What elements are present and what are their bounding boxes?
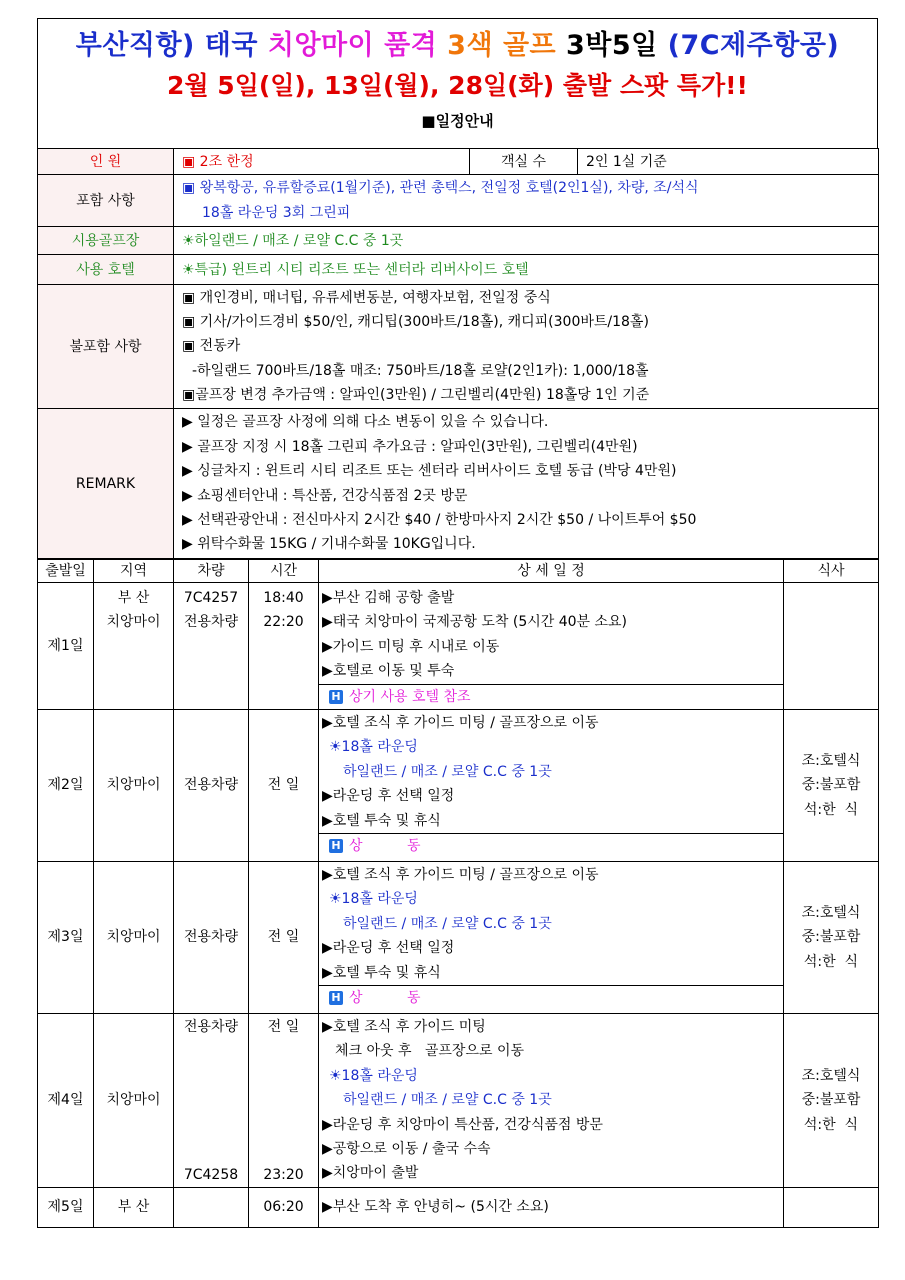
detail-cell: ▶호텔 조식 후 가이드 미팅 / 골프장으로 이동 ☀18홀 라운딩 하일랜드 / 매조 / 로얄 C.C 중 1곳 ▶라운딩 후 선택 일정 ▶호텔 투숙 및 휴식 H 상 동 <box>319 861 784 1013</box>
hotel-icon: H <box>329 991 343 1005</box>
day-label: 제2일 <box>38 709 94 861</box>
hotel-label: 사용 호텔 <box>38 255 174 285</box>
header-detail: 상 세 일 정 <box>319 560 784 583</box>
golf-course-value: ☀하일랜드 / 매조 / 로얄 C.C 중 1곳 <box>174 227 879 255</box>
detail-cell: ▶부산 도착 후 안녕히~ (5시간 소요) <box>319 1187 784 1227</box>
rooms-value: 2인 1실 기준 <box>578 149 879 175</box>
document-title: 부산직항) 태국 치앙마이 품격 3색 골프 3박5일 (7C제주항공) <box>75 30 840 61</box>
vehicle-cell: 전용차량 7C4258 <box>174 1013 249 1187</box>
day-label: 제3일 <box>38 861 94 1013</box>
info-table <box>37 148 879 559</box>
region-cell: 부 산 치앙마이 <box>94 583 174 710</box>
time-cell: 전 일 23:20 <box>249 1013 319 1187</box>
region-cell: 치앙마이 <box>94 709 174 861</box>
meals-cell: 조:호텔식 중:불포함 석:한 식 <box>784 1013 879 1187</box>
detail-cell: ▶호텔 조식 후 가이드 미팅 / 골프장으로 이동 ☀18홀 라운딩 하일랜드 / 매조 / 로얄 C.C 중 1곳 ▶라운딩 후 선택 일정 ▶호텔 투숙 및 휴식 H 상 동 <box>319 709 784 861</box>
time-cell: 18:40 22:20 <box>249 583 319 710</box>
vehicle-cell <box>174 1187 249 1227</box>
persons-value: ▣ 2조 한정 <box>174 149 470 175</box>
region-cell: 치앙마이 <box>94 1013 174 1187</box>
excluded-label: 불포함 사항 <box>38 285 174 409</box>
table-row <box>38 583 879 710</box>
excluded-value: ▣ 개인경비, 매너팁, 유류세변동분, 여행자보험, 전일정 중식 ▣ 기사/가이드경비 $50/인, 캐디팁(300바트/18홀), 캐디피(300바트/18홀) ▣ 전동카 -하일랜드 700바트/18홀 매조: 750바트/18홀 로얄(2인1카): 1,000/18홀 ▣골프장 변경 추가금액 : 알파인(3만원) / 그린벨리(4만원) 18홀당 1인 기준 <box>174 285 879 409</box>
meals-cell <box>784 1187 879 1227</box>
vehicle-cell: 7C4257 전용차량 <box>174 583 249 710</box>
header-departure-day: 출발일 <box>38 560 94 583</box>
included-label: 포함 사항 <box>38 175 174 227</box>
hotel-note: H 상 동 <box>319 833 783 858</box>
persons-label: 인 원 <box>38 149 174 175</box>
table-row <box>38 1187 879 1227</box>
golf-course-label: 시용골프장 <box>38 227 174 255</box>
meals-cell: 조:호텔식 중:불포함 석:한 식 <box>784 861 879 1013</box>
header-time: 시간 <box>249 560 319 583</box>
remark-value: ▶ 일정은 골프장 사정에 의해 다소 변동이 있을 수 있습니다. ▶ 골프장 지정 시 18홀 그린피 추가요금 : 알파인(3만원), 그린벨리(4만원) ▶ 싱글차지 : 윈트리 시티 리조트 또는 센터라 리버사이드 호텔 동급 (박당 4만원) ▶ 쇼핑센터안내 : 특산품, 건강식품점 2곳 방문 ▶ 선택관광안내 : 전신마사지 2시간 $40 / 한방마사지 2시간 $50 / 나이트투어 $50 ▶ 위탁수화물 15KG / 기내수화물 10KG입니다. <box>174 409 879 559</box>
hotel-note: H 상 동 <box>319 985 783 1010</box>
detail-cell: ▶호텔 조식 후 가이드 미팅 체크 아웃 후 골프장으로 이동 ☀18홀 라운딩 하일랜드 / 매조 / 로얄 C.C 중 1곳 ▶라운딩 후 치앙마이 특산품, 건강식품점 방문 ▶공항으로 이동 / 출국 수속 ▶치앙마이 출발 <box>319 1013 784 1187</box>
time-cell: 06:20 <box>249 1187 319 1227</box>
meals-cell: 조:호텔식 중:불포함 석:한 식 <box>784 709 879 861</box>
table-row <box>38 1013 879 1187</box>
meals-cell <box>784 583 879 710</box>
header-meals: 식사 <box>784 560 879 583</box>
hotel-note: H 상기 사용 호텔 참조 <box>319 684 783 709</box>
region-cell: 부 산 <box>94 1187 174 1227</box>
day-label: 제5일 <box>38 1187 94 1227</box>
header-region: 지역 <box>94 560 174 583</box>
rooms-label: 객실 수 <box>470 149 578 175</box>
table-row <box>38 709 879 861</box>
time-cell: 전 일 <box>249 709 319 861</box>
day-label: 제4일 <box>38 1013 94 1187</box>
day-label: 제1일 <box>38 583 94 710</box>
vehicle-cell: 전용차량 <box>174 861 249 1013</box>
section-heading: ■일정안내 <box>421 112 494 130</box>
hotel-icon: H <box>329 690 343 704</box>
vehicle-cell: 전용차량 <box>174 709 249 861</box>
time-cell: 전 일 <box>249 861 319 1013</box>
remark-label: REMARK <box>38 409 174 559</box>
included-value: ▣ 왕복항공, 유류할증료(1월기준), 관련 총텍스, 전일정 호텔(2인1실), 차량, 조/석식 18홀 라운딩 3회 그린피 <box>174 175 879 227</box>
hotel-icon: H <box>329 839 343 853</box>
header-vehicle: 차량 <box>174 560 249 583</box>
table-row <box>38 861 879 1013</box>
itinerary-table <box>37 559 879 1228</box>
itinerary-document <box>37 18 878 1228</box>
hotel-value: ☀특급) 윈트리 시티 리조트 또는 센터라 리버사이드 호텔 <box>174 255 879 285</box>
region-cell: 치앙마이 <box>94 861 174 1013</box>
detail-cell: ▶부산 김해 공항 출발 ▶태국 치앙마이 국제공항 도착 (5시간 40분 소요) ▶가이드 미팅 후 시내로 이동 ▶호텔로 이동 및 투숙 H 상기 사용 호텔 참조 <box>319 583 784 710</box>
document-header <box>37 18 878 148</box>
departure-dates-subtitle: 2월 5일(일), 13일(월), 28일(화) 출발 스팟 특가!! <box>167 71 748 100</box>
